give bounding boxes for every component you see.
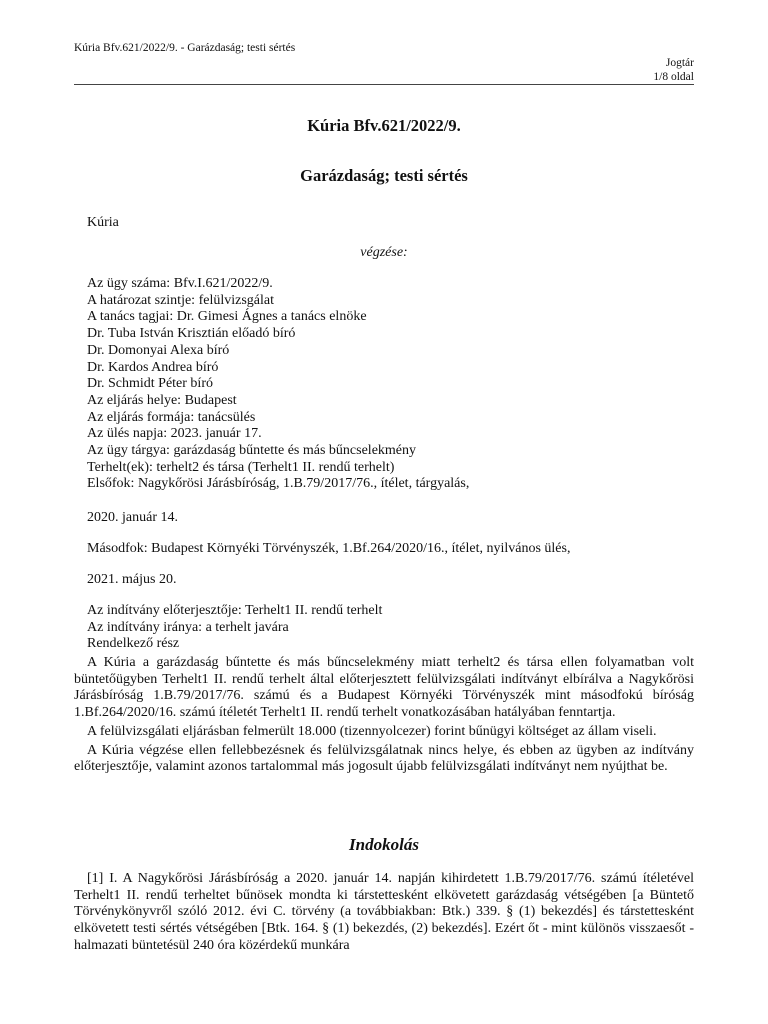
meta-line: Rendelkező rész bbox=[87, 636, 180, 652]
operative-paragraph: A felülvizsgálati eljárásban felmerült 18.000 (tizennyolcezer) forint bűnügyi költséget az állam viseli. bbox=[87, 723, 657, 739]
meta-line: Az ülés napja: 2023. január 17. bbox=[87, 426, 262, 442]
operative-paragraph: A Kúria a garázdaság bűntette és más bűncselekmény miatt terhelt2 és társa ellen folyamatban volt büntetőügyben Terhelt1 II. rendű terhelt által előterjesztett felülvizsgálati indítványt elbírálva a Nagykőrösi Járásbíróság 1.B.79/2017/76. számú és a Budapest Környéki Törvényszék mint másodfokú bíróság 1.Bf.264/2020/16. számú ítéletét Terhelt1 II. rendű terhelt vonatkozásában hatályában fenntartja. bbox=[74, 655, 694, 721]
second-instance-date: 2021. május 20. bbox=[87, 572, 177, 587]
case-metadata bbox=[87, 276, 469, 493]
meta-line: Dr. Schmidt Péter bíró bbox=[87, 376, 213, 392]
meta-line: Az eljárás formája: tanácsülés bbox=[87, 409, 256, 425]
meta-line: Az indítvány iránya: a terhelt javára bbox=[87, 619, 289, 635]
document-title: Kúria Bfv.621/2022/9. bbox=[307, 116, 461, 135]
motion-metadata bbox=[87, 603, 382, 653]
meta-line: Dr. Tuba István Krisztián előadó bíró bbox=[87, 326, 296, 342]
operative-paragraph: A Kúria végzése ellen fellebbezésnek és felülvizsgálatnak nincs helye, és ebben az ügyben az indítvány előterjesztője, valamint azonos tartalommal más jogosult újabb felülvizsgálati indítványt nem nyújthat be. bbox=[74, 742, 694, 775]
page-counter: 1/8 oldal bbox=[653, 71, 694, 83]
meta-line: Dr. Kardos Andrea bíró bbox=[87, 359, 219, 375]
meta-line: A határozat szintje: felülvizsgálat bbox=[87, 292, 274, 308]
reasoning-heading: Indokolás bbox=[349, 835, 419, 854]
meta-line: Az ügy száma: Bfv.I.621/2022/9. bbox=[87, 276, 273, 291]
meta-line: Terhelt(ek): terhelt2 és társa (Terhelt1 II. rendű terhelt) bbox=[87, 459, 395, 475]
meta-line: A tanács tagjai: Dr. Gimesi Ágnes a tanács elnöke bbox=[87, 309, 367, 325]
publisher-label: Jogtár bbox=[665, 57, 694, 69]
document-subtitle: Garázdaság; testi sértés bbox=[300, 166, 468, 185]
operative-part bbox=[74, 655, 694, 776]
meta-line: Elsőfok: Nagykőrösi Járásbíróság, 1.B.79/2017/76., ítélet, tárgyalás, bbox=[87, 476, 470, 492]
meta-line: Dr. Domonyai Alexa bíró bbox=[87, 342, 230, 358]
reasoning-section bbox=[74, 871, 694, 955]
court-name: Kúria bbox=[87, 215, 119, 230]
meta-line: Az ügy tárgya: garázdaság bűntette és más bűncselekmény bbox=[87, 443, 417, 459]
header-divider bbox=[74, 84, 694, 85]
second-instance: Másodfok: Budapest Környéki Törvényszék, 1.Bf.264/2020/16., ítélet, nyilvános ülés, bbox=[87, 541, 571, 556]
reasoning-paragraph: [1] I. A Nagykőrösi Járásbíróság a 2020. január 14. napján kihirdetett 1.B.79/2017/76. számú ítéletével Terhelt1 II. rendű terheltet bűnösek mondta ki társtettesként elkövetett garázdaság vétségében [a Büntető Törvénykönyvről szóló 2012. évi C. törvény (a továbbiakban: Btk.) 339. § (1) bekezdés] és társtettesként elkövetett testi sértés vétségében [Btk. 164. § (1) bekezdés, (2) bekezdés]. Ezért őt - mint különös visszaesőt - halmazati büntetésül 240 óra közérdekű munkára bbox=[74, 871, 694, 953]
running-header-title: Kúria Bfv.621/2022/9. - Garázdaság; testi sértés bbox=[74, 42, 296, 54]
running-header-info bbox=[653, 56, 694, 84]
decision-type: végzése: bbox=[360, 245, 408, 260]
meta-line: Az indítvány előterjesztője: Terhelt1 II. rendű terhelt bbox=[87, 603, 383, 618]
first-instance-date: 2020. január 14. bbox=[87, 510, 178, 525]
meta-line: Az eljárás helye: Budapest bbox=[87, 392, 237, 408]
